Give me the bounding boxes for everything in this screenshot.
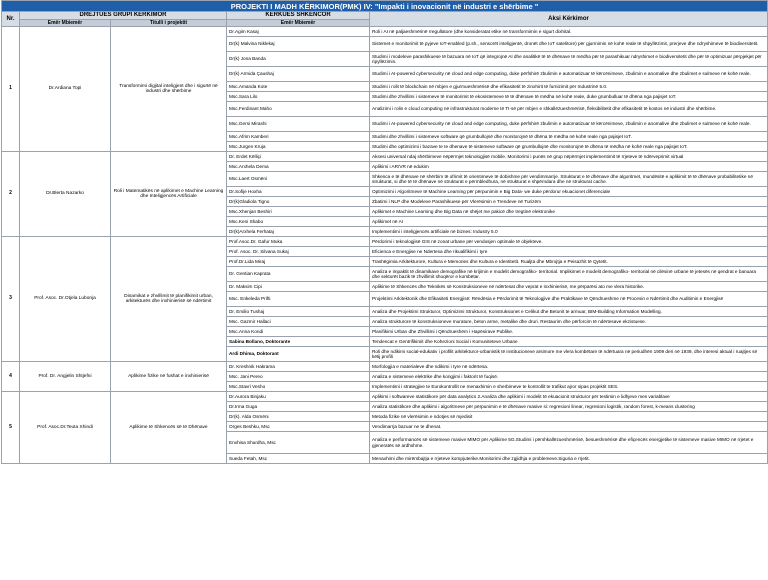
research-axis: Menaxhimi dhe mirëmbajtja e rrjeteve kompjuterike.Monitorimi dhe zgjidhja e problemeve.Siguria e rrjetit. [370, 454, 768, 464]
researcher-name: Msc. Enkeleda Prifti [227, 292, 370, 307]
researcher-name: Dr. Kreshnik Hakrama [227, 362, 370, 372]
table-row [2, 152, 768, 162]
research-axis: Aplikimet e Machine Learning dhe Big Data në shëjet me pakicë dhe tregtinë elektronike [370, 207, 768, 217]
group-number: 2 [2, 152, 20, 237]
researcher-name: Sabina Bollano, Doktorante [227, 337, 370, 347]
group-leader: Dr.Ardiana Topi [20, 27, 111, 152]
header-seeker: KËRKUES SHKENCOR [227, 12, 370, 20]
research-axis: Optimizimi i Algoritmeve të Machine Learning për përpunimin e Big Data- we duke përdorur ekuacionet diferenciale [370, 187, 768, 197]
group-leader: Prof. Dr. Angjelin Shtjefni [20, 362, 111, 392]
page-title: PROJEKTI I MADH KËRKIMOR(PMK) IV: "Impakti i inovacionit në industri e shërbime " [2, 1, 768, 12]
researcher-name: Prof.Dr.Lida Miraj [227, 257, 370, 267]
table-row [2, 392, 768, 402]
table-body [2, 27, 768, 464]
table-row [2, 362, 768, 372]
researcher-name: Dr(k) Jona Banda [227, 52, 370, 67]
researcher-name: Ardi Dhima, Doktorant [227, 347, 370, 362]
project-title: Aplikime fizike në fushat e inxhinierisë [111, 362, 227, 392]
group-leader: Prof. Asoc.Dr.Teuta Xhindi [20, 392, 111, 464]
researcher-name: Dr. Erdet Këlliçi [227, 152, 370, 162]
researcher-name: Msc.Laert Osmëni [227, 172, 370, 187]
researcher-name: Dr. Ersilio Tushaj [227, 307, 370, 317]
research-axis: Studimi dhe optimizimi i bazave te te dhenave të sistemeve software që grumbullojnë dhe monitorojnë të dhëna të mëdha në kohë reale nga pajisjet IoT. [370, 142, 768, 152]
research-axis: Analiza e impaktit të dinamikave demografike në krijimin e modelit demografiko- territorial. Implikimet e modelit demografiko- territorial në cilësinë urbane të jetesës në qendrat e banuara dhe sektorët bazik të zhvillimit shoqëror e kombëtar. [370, 267, 768, 282]
research-axis: Studimi i AI-powered cybersecurity në cloud and edge computing, duke përfshirë zbulimin e automatizuar të kërcënimeve, zbulimin e anomalive dhe zbulimet e sulmeve në kohë reale. [370, 117, 768, 132]
research-axis: Analiza e sistemeve elektrike dhe kongjimi i faktorit të fuqisë. [370, 372, 768, 382]
subheader-project-title: Titulli i projektit [111, 20, 227, 27]
research-table [1, 0, 768, 464]
research-axis: Përdorimi i teknologjisë GIS në zonat urbane për vendosjen optimale të objekteve. [370, 237, 768, 247]
researcher-name: Dr. Gentian Kaprata [227, 267, 370, 282]
researcher-name: Msc.Keni Shabo [227, 217, 370, 227]
researcher-name: Msc. Gazmir Hallaci [227, 317, 370, 327]
researcher-name: Msc.Sara Lilo [227, 92, 370, 102]
research-axis: Planifikimi Urban dhe Zhvillimi i Qëndrueshëm i Hapësirave Publike. [370, 327, 768, 337]
research-axis: Studimi i modeleve parashikuese të bazuara në IoT që integrojnë AI dhe analitikë të të dhënave të mëdha për të parashikuar ndryshimet e biodiversitetit dhe për të optimizuar përpjekjet për ripyllëzimin. [370, 52, 768, 67]
group-number: 3 [2, 237, 20, 362]
group-leader: Dr.Blerta Nazarko [20, 152, 111, 237]
research-axis: Shkenca e të dhënave në shërbim të ofrimit të orientimeve të dobishme për vendimmarrje. Strukturat e të dhënave dhe algoritmet, mundësitë e aplikimit të të dhënave probabilitetike në strukturat, si dhe të të dhënave në strukturat e përmbledhura, në strukturat e shpërndara dhe në strukturat cache. [370, 172, 768, 187]
researcher-name: Msc.Xhenjan Beshiri [227, 207, 370, 217]
researcher-name: Prof.Asoc.Dr. Gafur Muka [227, 237, 370, 247]
research-axis: Morfologjia e materialeve dhe ndikimi i tyre në ndërtesa. [370, 362, 768, 372]
research-axis: Studimi i AI-powered cybersecurity në cloud and edge computing, duke përfshirë zbulimin e automatizuar të kërcënimeve, zbulimin e anomalive dhe zbulimet e sulmeve në kohë reale. [370, 67, 768, 82]
table-row [2, 237, 768, 247]
research-axis: Aksesi universal ndaj shërbimeve nëpërmjet teknologjisë mobile. Monitorimi i punës në grup nëpërmjet implementimit të rrjeteve të ndërveprimit virtual [370, 152, 768, 162]
group-number: 4 [2, 362, 20, 392]
subheader-seeker-name: Emër Mbiemër [227, 20, 370, 27]
research-axis: Projektimi Arkitektonik dhe Efikasiteti Energjisë: Rëndësia e Përdorimit të Teknologjive dhe Praktikave të Qëndrueshme në Procesin e Ndërtimit dhe Auditimin e Energjisë [370, 292, 768, 307]
research-axis: Studimi dhe zhvillimi i sistemeve të monitorimit të ekosistemeve të të dhënave të mëdha në kohë reale, duke grumbulluar të dhëna nga pajisjet IoT. [370, 92, 768, 102]
researcher-name: Msc.Ferdinant Maho [227, 102, 370, 117]
research-axis: Roli dhe ndikimi social-edukativ i profilit arkitekturor-urbanistik të institucioneve arsimore me vlera kombëtare të ndërtuara në periudhën 1909 deri në 1939, dhe interesi aktual i ruajtjes së këtij profili [370, 347, 768, 362]
project-title: Roli i Matematikës në aplikimet e Machine Learning dhe Inteligjencës Artificiale [111, 152, 227, 237]
researcher-name: Dr. Maksim Cipi [227, 282, 370, 292]
project-title: Dinamikat e zhvillimit të planifikimit urban, arkitekturës dhe inxhinierisë së ndërtimit [111, 237, 227, 362]
researcher-name: Msc.Amanda Kote [227, 82, 370, 92]
researcher-name: Enxhisa Shurdha, Msc [227, 432, 370, 454]
group-number: 5 [2, 392, 20, 464]
research-axis: Implementimi i strategjive te Eurokontrollit ne menaxhimin e sherbimeve te kontrollit te trafikut ajror sipas projektit SES. [370, 382, 768, 392]
research-axis: Aplikimi i softwareve statistikore për data analytics 2.Analiza dhe aplikimi i modelit të ekuacionit strukturor për testimin e lidhjeve mes variablave [370, 392, 768, 402]
researcher-name: Dr(k) Armida Çaushaj [227, 67, 370, 82]
research-axis: Analiza dhe Projektimi Strukturor, Optimizimi Strukturor, Konstruksionet e Celikut dhe Betonit te armuar, BIM-Building Information Modelling. [370, 307, 768, 317]
researcher-name: Orges Beshku, Msc [227, 422, 370, 432]
research-axis: Aplikimi i AR/VR në edukim [370, 162, 768, 172]
researcher-name: Dr.Aurora Binjaku [227, 392, 370, 402]
research-axis: Roli i AI në paljaeshmërinë rregullatore (dhe konsideratat etike në transformimin e sigurt dixhital. [370, 27, 768, 37]
research-axis: Analiza e performancës së sistemeve masive MIMO për Aplikime 5G.Studimi i përshkallëzueshmërisë, besueshmërisë dhe efiçencës energjetike të sistemeve masive MIMO në rrjetet e gjeneratës së ardhshme. [370, 432, 768, 454]
researcher-name: Sueda Fetah, Msc [227, 454, 370, 464]
research-axis: Zbatimi i NLP dhe Modeleve Parashikuese për Vlerësimin e Trendeve në Turizëm [370, 197, 768, 207]
research-axis: Implementimi i inteligjencës artificiale në biznes: Industry 5.0 [370, 227, 768, 237]
research-axis: Trashëgimia Arkitekturore, Kultura e Memories dhe Kultura e Identitetit. Rualjta dhe Mbrojtja e Peisazhit të Qytetit. [370, 257, 768, 267]
researcher-name: Msc. Jani Pereo [227, 372, 370, 382]
subheader-leader-name: Emër Mbiemër [20, 20, 111, 27]
project-title: Aplikime të Shkencës së të Dhënave [111, 392, 227, 464]
group-leader: Prof. Asoc. Dr.Otjela Lubonja [20, 237, 111, 362]
research-axis: Analiza statistikore dhe aplikimi i algoritmeve për përpunimin e të dhënave masive si: regresioni linear, regresioni logistik, random forest, k-means clustering [370, 402, 768, 412]
researcher-name: Dr(k)Arxhela Ferhataj [227, 227, 370, 237]
research-axis: Sistemet e monitorimit të pyjeve IoT-enabled (p.sh., sensorët inteligjentë, dronët dhe IoT satelitore) për gjurmimin në kohë reale të shpyllëzimit, prerjeve dhe ndryshimeve të biodiversitetit. [370, 37, 768, 52]
researcher-name: Msc.Afrim Kamberi [227, 132, 370, 142]
researcher-name: Dr.Agim Kasaj [227, 27, 370, 37]
research-axis: Aplikimet në AI [370, 217, 768, 227]
research-axis: Metoda fizike në vlerësimin e ndotjes së mjedisit [370, 412, 768, 422]
header-nr: Nr. [2, 12, 20, 27]
researcher-name: Msc.Anna Kondi [227, 327, 370, 337]
research-axis: Analiza strukturore të konstruksioneve murature, beton arme, metalike dhe druri. Restaurim dhe përforcim të ndërtesave ekzistuese. [370, 317, 768, 327]
researcher-name: Prof. Asoc. Dr. Silvana Sukaj [227, 247, 370, 257]
researcher-name: Msc.Arxhela Dema [227, 162, 370, 172]
research-axis: Analizimi i rolin e cloud computing në infrastrukturat moderne të TI-së për mbjen e shkallëzueshmërisë, fleksibilitetit dhe efikasitetit të kostos në industri dhe shërbime. [370, 102, 768, 117]
researcher-name: Dr(k). Alda Osmëni [227, 412, 370, 422]
group-number: 1 [2, 27, 20, 152]
project-title: Transformimi digjital inteligjent dhe i sigurtë në industri dhe shërbime [111, 27, 227, 152]
research-axis: Aplikime të Shkencës dhe Teknikës së Konstruksioneve në ndërtesat dhe veprat e inxhinierisë, me përparësi ato me vlera historike. [370, 282, 768, 292]
researcher-name: Dr.Irma Guga [227, 402, 370, 412]
researcher-name: Dr(k)Gladiola Tigno [227, 197, 370, 207]
research-axis: Eficienca e Energjise ne Ndertesa dhe rikualifikimi i tyre [370, 247, 768, 257]
researcher-name: Msc.Stavri Vesho [227, 382, 370, 392]
header-group: DREJTUES GRUPI KËRKIMOR [20, 12, 227, 20]
researcher-name: Dr.Sofije Hoxha [227, 187, 370, 197]
researcher-name: Msc.Jurgen Kruja [227, 142, 370, 152]
table-row [2, 27, 768, 37]
research-axis: Vendimarrja bazuar ne te dhenat. [370, 422, 768, 432]
researcher-name: Msc.Gersi Mirashi [227, 117, 370, 132]
header-activity: Aksi Kërkimor [370, 12, 768, 27]
research-axis: Studimi i rolit të blockchain në mbjen e gjurmueshmërisë dhe efikasitetit të zinxhirit të furnizimit për Industrinë 5.0. [370, 82, 768, 92]
research-axis: Studimi dhe zhvillimi i sistemeve software që grumbullojnë dhe monitorojnë të dhëna të mëdha në kohë reale nga pajisjet IoT. [370, 132, 768, 142]
research-axis: Tendencat e Gentrifikimit dhe Kohezioni Social i Komuniteteve Urbane [370, 337, 768, 347]
researcher-name: Dr(k) Malvina Niklekaj [227, 37, 370, 52]
